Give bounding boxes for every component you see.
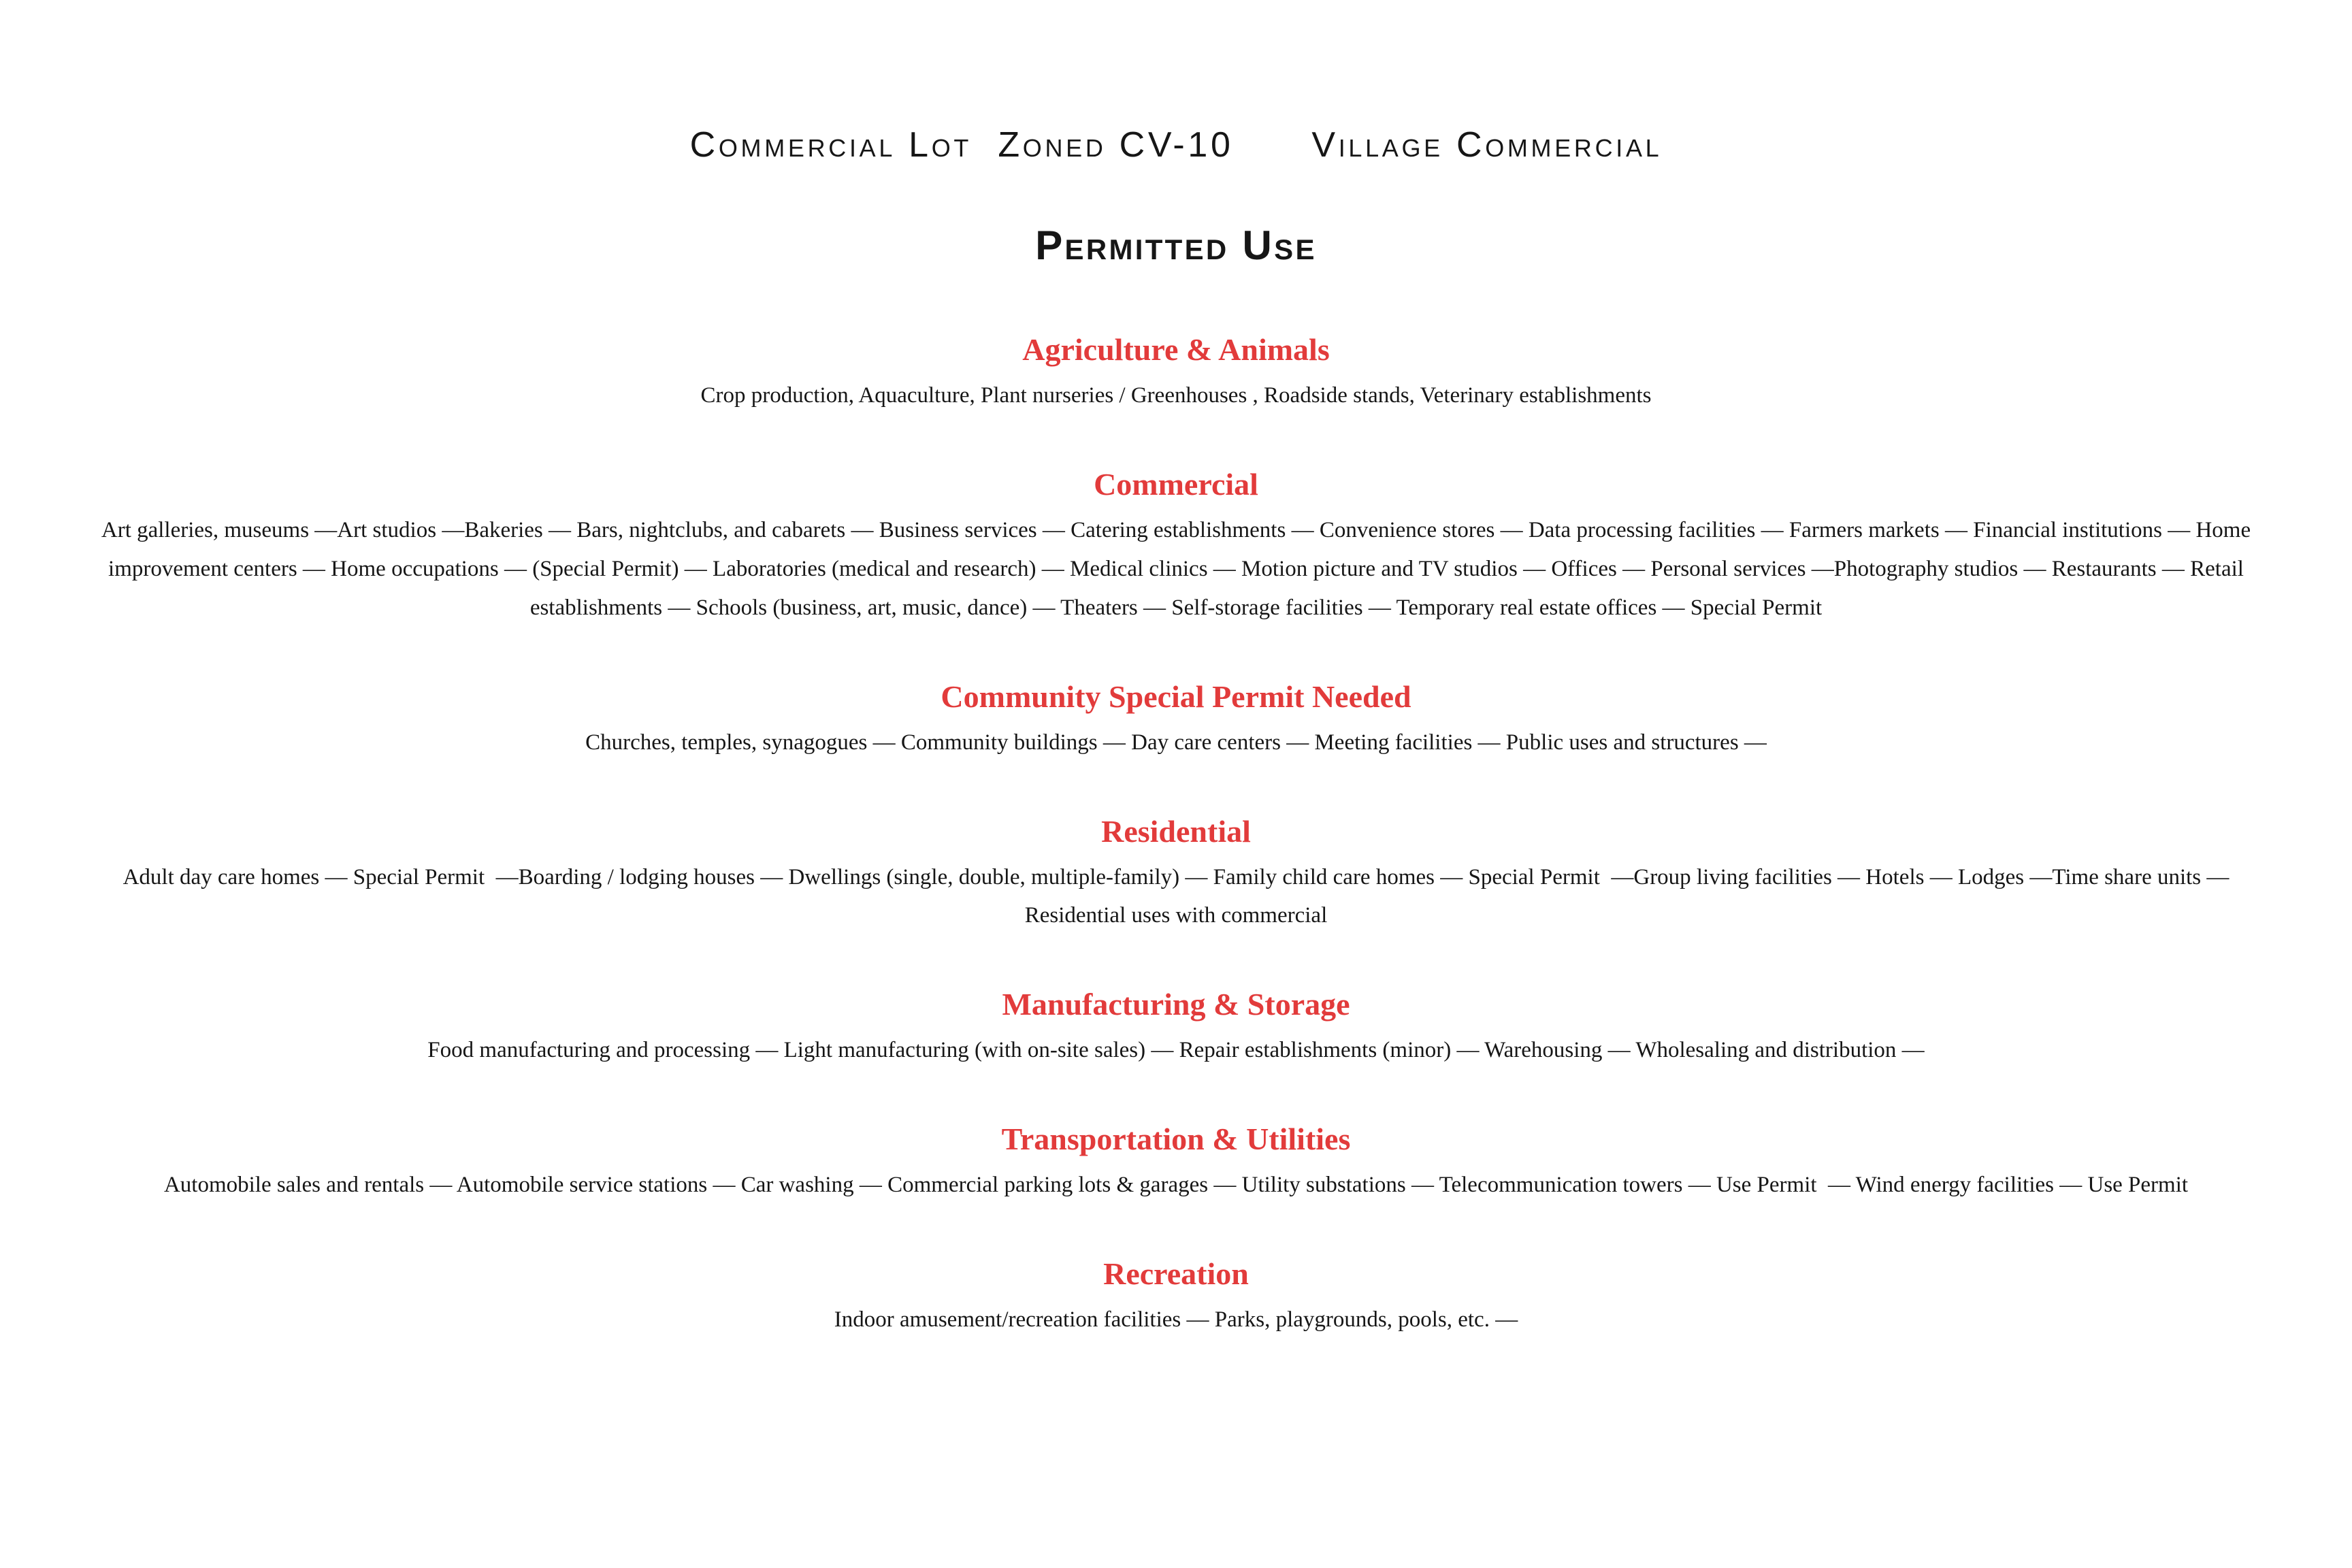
category-section <box>95 985 2257 1070</box>
category-items: Adult day care homes — Special Permit —Boarding / lodging houses — Dwellings (single, double, multiple-family) — Family child care homes — Special Permit —Group living facilities — Hotels — Lodges —Time share units — Residential uses with commercial <box>122 864 2235 928</box>
category-section <box>95 331 2257 415</box>
category-section <box>95 1255 2257 1339</box>
category-heading: Recreation <box>1103 1256 1249 1292</box>
category-heading: Residential <box>1101 813 1251 849</box>
category-items: Indoor amusement/recreation facilities — Parks, playgrounds, pools, etc. — <box>834 1307 1518 1333</box>
page-title: Permitted Use <box>1035 223 1317 269</box>
category-section <box>95 466 2257 627</box>
category-items: Churches, temples, synagogues — Community buildings — Day care centers — Meeting facilities — Public uses and structures — <box>585 730 1767 755</box>
sections-container <box>95 331 2257 1339</box>
category-items: Art galleries, museums —Art studios —Bakeries — Bars, nightclubs, and cabarets — Business services — Catering establishments — Convenience stores — Data processing facilities — Farmers markets — Financial institutions — Home improvement centers — Home occupations — (Special Permit) — Laboratories (medical and research) — Medical clinics — Motion picture and TV studios — Offices — Personal services —Photography studios — Restaurants — Retail establishments — Schools (business, art, music, dance) — Theaters — Self-storage facilities — Temporary real estate offices — Special Permit <box>101 518 2257 620</box>
category-heading: Manufacturing & Storage <box>1002 987 1350 1022</box>
category-items: Automobile sales and rentals — Automobile service stations — Car washing — Commercial parking lots & garages — Utility substations — Telecommunication towers — Use Permit — Wind energy facilities — Use Permit <box>163 1173 2189 1198</box>
category-heading: Commercial <box>1094 467 1258 502</box>
category-heading: Agriculture & Animals <box>1022 332 1330 368</box>
category-items: Food manufacturing and processing — Light manufacturing (with on-site sales) — Repair establishments (minor) — Warehousing — Wholesaling and distribution — <box>427 1038 1925 1063</box>
category-section <box>95 813 2257 936</box>
category-section <box>95 678 2257 762</box>
category-heading: Community Special Permit Needed <box>941 679 1411 714</box>
document-title: Commercial Lot Zoned CV-10 Village Commercial <box>689 125 1663 165</box>
category-heading: Transportation & Utilities <box>1001 1122 1351 1157</box>
category-section <box>95 1120 2257 1205</box>
category-items: Crop production, Aquaculture, Plant nurseries / Greenhouses , Roadside stands, Veterinary establishments <box>700 383 1652 408</box>
